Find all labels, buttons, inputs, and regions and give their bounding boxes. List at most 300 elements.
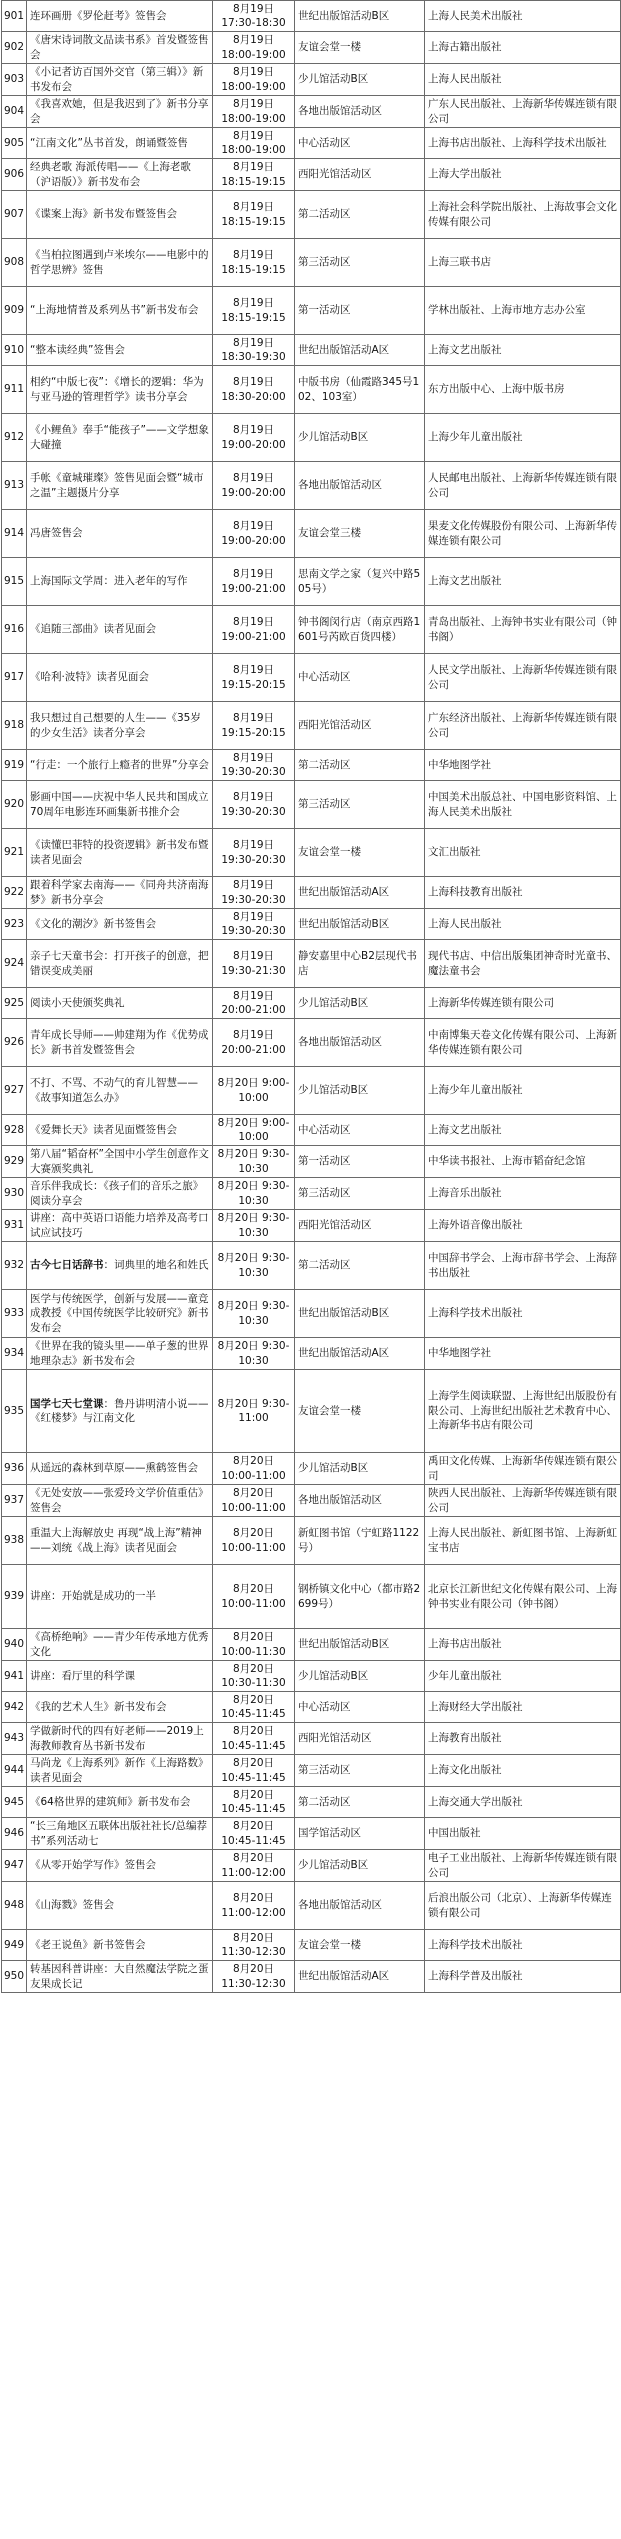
event-venue: 中心活动区 xyxy=(295,1692,425,1723)
event-time: 8月20日 9:30-11:00 xyxy=(213,1370,295,1453)
table-row xyxy=(2,606,621,654)
table-row xyxy=(2,1019,621,1067)
event-number: 916 xyxy=(2,606,27,654)
event-time: 8月20日 9:30-10:30 xyxy=(213,1290,295,1338)
table-row xyxy=(2,366,621,414)
event-publisher: 中国美术出版总社、中国电影资料馆、上海人民美术出版社 xyxy=(425,781,621,829)
event-number: 920 xyxy=(2,781,27,829)
event-number: 924 xyxy=(2,940,27,988)
table-row xyxy=(2,702,621,750)
event-number: 930 xyxy=(2,1178,27,1210)
event-venue: 西阳光馆活动区 xyxy=(295,1723,425,1755)
event-time: 8月20日 11:00-12:00 xyxy=(213,1882,295,1930)
event-title: 影画中国——庆祝中华人民共和国成立70周年电影连环画集新书推介会 xyxy=(27,781,213,829)
event-time: 8月19日 18:00-19:00 xyxy=(213,32,295,64)
event-number: 941 xyxy=(2,1661,27,1692)
event-venue: 第二活动区 xyxy=(295,1242,425,1290)
event-time: 8月20日 10:00-11:00 xyxy=(213,1517,295,1565)
event-time: 8月20日 10:45-11:45 xyxy=(213,1818,295,1850)
event-venue: 第一活动区 xyxy=(295,1146,425,1178)
event-time: 8月20日 9:00-10:00 xyxy=(213,1115,295,1146)
table-row xyxy=(2,128,621,159)
event-publisher: 后浪出版公司（北京）、上海新华传媒连锁有限公司 xyxy=(425,1882,621,1930)
table-row xyxy=(2,1723,621,1755)
table-row xyxy=(2,1485,621,1517)
event-venue: 思南文学之家（复兴中路505号） xyxy=(295,558,425,606)
event-publisher: 上海人民出版社 xyxy=(425,909,621,940)
event-time: 8月20日 10:00-11:00 xyxy=(213,1565,295,1629)
event-time: 8月19日 18:00-19:00 xyxy=(213,96,295,128)
event-venue: 少儿馆活动B区 xyxy=(295,64,425,96)
event-publisher: 中华地图学社 xyxy=(425,1338,621,1370)
event-title: 音乐伴我成长：《孩子们的音乐之旅》阅读分享会 xyxy=(27,1178,213,1210)
event-title: 亲子七天童书会：打开孩子的创意，把错误变成美丽 xyxy=(27,940,213,988)
event-venue: 各地出版馆活动区 xyxy=(295,462,425,510)
event-venue: 新虹图书馆（宁虹路1122号） xyxy=(295,1517,425,1565)
event-time: 8月19日 19:30-20:30 xyxy=(213,877,295,909)
event-venue: 国学馆活动区 xyxy=(295,1818,425,1850)
table-row xyxy=(2,1290,621,1338)
event-number: 922 xyxy=(2,877,27,909)
event-number: 946 xyxy=(2,1818,27,1850)
event-publisher: 中华地图学社 xyxy=(425,750,621,781)
event-title: 从遥远的森林到草原——熏鹤签售会 xyxy=(27,1453,213,1485)
event-number: 940 xyxy=(2,1629,27,1661)
table-row xyxy=(2,1661,621,1692)
event-publisher: 上海文化出版社 xyxy=(425,1755,621,1787)
event-title: 《追随三部曲》读者见面会 xyxy=(27,606,213,654)
event-number: 912 xyxy=(2,414,27,462)
table-row xyxy=(2,96,621,128)
table-row xyxy=(2,1115,621,1146)
table-row xyxy=(2,1565,621,1629)
event-venue: 西阳光馆活动区 xyxy=(295,159,425,191)
event-publisher: 中南博集天卷文化传媒有限公司、上海新华传媒连锁有限公司 xyxy=(425,1019,621,1067)
event-number: 948 xyxy=(2,1882,27,1930)
event-number: 914 xyxy=(2,510,27,558)
event-number: 950 xyxy=(2,1961,27,1993)
event-venue: 少儿馆活动B区 xyxy=(295,1850,425,1882)
event-venue: 第三活动区 xyxy=(295,239,425,287)
event-time: 8月19日 19:30-20:30 xyxy=(213,909,295,940)
event-title: 讲座：看厅里的科学课 xyxy=(27,1661,213,1692)
event-time: 8月19日 17:30-18:30 xyxy=(213,1,295,32)
event-venue: 友谊会堂一楼 xyxy=(295,1930,425,1961)
event-publisher: 现代书店、中信出版集团神奇时光童书、魔法童书会 xyxy=(425,940,621,988)
event-venue: 第三活动区 xyxy=(295,1178,425,1210)
table-row xyxy=(2,1,621,32)
event-title: 《当柏拉图遇到卢米埃尔——电影中的哲学思辨》签售 xyxy=(27,239,213,287)
event-time: 8月20日 9:30-10:30 xyxy=(213,1146,295,1178)
event-publisher: 人民文学出版社、上海新华传媒连锁有限公司 xyxy=(425,654,621,702)
event-time: 8月19日 18:15-19:15 xyxy=(213,159,295,191)
schedule-table-body xyxy=(2,1,621,1993)
event-publisher: 上海人民出版社 xyxy=(425,64,621,96)
event-time: 8月19日 19:15-20:15 xyxy=(213,702,295,750)
event-venue: 西阳光馆活动区 xyxy=(295,1210,425,1242)
event-publisher: 东方出版中心、上海中版书房 xyxy=(425,366,621,414)
event-title: 《小鲤鱼》奉手“能孩子”——文学想象大碰撞 xyxy=(27,414,213,462)
event-publisher: 上海社会科学院出版社、上海故事会文化传媒有限公司 xyxy=(425,191,621,239)
event-number: 947 xyxy=(2,1850,27,1882)
event-title: 《64格世界的建筑师》新书发布会 xyxy=(27,1787,213,1818)
event-time: 8月20日 9:00-10:00 xyxy=(213,1067,295,1115)
event-venue: 少儿馆活动B区 xyxy=(295,414,425,462)
event-title: 相约“中版七夜”：《增长的逻辑：华为与亚马逊的管理哲学》读书分享会 xyxy=(27,366,213,414)
table-row xyxy=(2,1629,621,1661)
table-row xyxy=(2,1370,621,1453)
event-venue: 钢桥镇文化中心（都市路2699号） xyxy=(295,1565,425,1629)
table-row xyxy=(2,877,621,909)
event-number: 907 xyxy=(2,191,27,239)
event-title: 《老王说鱼》新书签售会 xyxy=(27,1930,213,1961)
event-publisher: 上海大学出版社 xyxy=(425,159,621,191)
table-row xyxy=(2,64,621,96)
event-venue: 第二活动区 xyxy=(295,750,425,781)
event-publisher: 上海古籍出版社 xyxy=(425,32,621,64)
table-row xyxy=(2,1338,621,1370)
event-publisher: 人民邮电出版社、上海新华传媒连锁有限公司 xyxy=(425,462,621,510)
event-publisher: 学林出版社、上海市地方志办公室 xyxy=(425,287,621,335)
event-title: 讲座：开始就是成功的一半 xyxy=(27,1565,213,1629)
table-row xyxy=(2,1067,621,1115)
event-time: 8月20日 10:00-11:30 xyxy=(213,1629,295,1661)
event-publisher: 上海文艺出版社 xyxy=(425,1115,621,1146)
event-time: 8月20日 10:00-11:00 xyxy=(213,1485,295,1517)
event-time: 8月20日 9:30-10:30 xyxy=(213,1242,295,1290)
event-title: 《文化的潮汐》新书签售会 xyxy=(27,909,213,940)
event-number: 926 xyxy=(2,1019,27,1067)
event-time: 8月19日 18:30-20:00 xyxy=(213,366,295,414)
event-number: 910 xyxy=(2,335,27,366)
event-number: 931 xyxy=(2,1210,27,1242)
table-row xyxy=(2,1178,621,1210)
event-publisher: 广东经济出版社、上海新华传媒连锁有限公司 xyxy=(425,702,621,750)
event-publisher: 上海新华传媒连锁有限公司 xyxy=(425,988,621,1019)
event-venue: 各地出版馆活动区 xyxy=(295,1485,425,1517)
event-publisher: 上海科技教育出版社 xyxy=(425,877,621,909)
event-title: 不打、不骂、不动气的育儿智慧——《故事知道怎么办》 xyxy=(27,1067,213,1115)
event-title: 《哈利·波特》读者见面会 xyxy=(27,654,213,702)
table-row xyxy=(2,654,621,702)
event-title: 阅读小天使颁奖典礼 xyxy=(27,988,213,1019)
event-publisher: 广东人民出版社、上海新华传媒连锁有限公司 xyxy=(425,96,621,128)
event-time: 8月20日 10:45-11:45 xyxy=(213,1723,295,1755)
event-venue: 第三活动区 xyxy=(295,1755,425,1787)
event-number: 945 xyxy=(2,1787,27,1818)
event-number: 902 xyxy=(2,32,27,64)
event-title: 经典老歌 海派传唱——《上海老歌（沪语版）》新书发布会 xyxy=(27,159,213,191)
event-number: 904 xyxy=(2,96,27,128)
event-publisher: 上海学生阅读联盟、上海世纪出版股份有限公司、上海世纪出版社艺术教育中心、上海新华书店有限公司 xyxy=(425,1370,621,1453)
event-title: 重温大上海解放史 再现“战上海”精神——刘统《战上海》读者见面会 xyxy=(27,1517,213,1565)
event-number: 936 xyxy=(2,1453,27,1485)
event-number: 923 xyxy=(2,909,27,940)
event-venue: 世纪出版馆活动B区 xyxy=(295,1290,425,1338)
event-publisher: 中国辞书学会、上海市辞书学会、上海辞书出版社 xyxy=(425,1242,621,1290)
event-venue: 第二活动区 xyxy=(295,191,425,239)
event-title: 古今七日话辞书：词典里的地名和姓氏 xyxy=(27,1242,213,1290)
event-venue: 世纪出版馆活动A区 xyxy=(295,335,425,366)
event-publisher: 陕西人民出版社、上海新华传媒连锁有限公司 xyxy=(425,1485,621,1517)
event-title: 《读懂巴菲特的投资逻辑》新书发布暨读者见面会 xyxy=(27,829,213,877)
event-time: 8月19日 19:00-21:00 xyxy=(213,606,295,654)
event-venue: 少儿馆活动B区 xyxy=(295,1453,425,1485)
event-publisher: 上海科学普及出版社 xyxy=(425,1961,621,1993)
table-row xyxy=(2,1210,621,1242)
table-row xyxy=(2,1517,621,1565)
event-time: 8月19日 18:15-19:15 xyxy=(213,239,295,287)
event-venue: 钟书阁闵行店（南京西路1601号芮欧百货四楼） xyxy=(295,606,425,654)
event-publisher: 上海少年儿童出版社 xyxy=(425,414,621,462)
event-title: 《我喜欢她，但是我迟到了》新书分享会 xyxy=(27,96,213,128)
event-publisher: 中国出版社 xyxy=(425,1818,621,1850)
event-time: 8月19日 19:00-20:00 xyxy=(213,462,295,510)
event-time: 8月20日 11:30-12:30 xyxy=(213,1961,295,1993)
event-title: 国学七天七堂课：鲁丹讲明清小说——《红楼梦》与江南文化 xyxy=(27,1370,213,1453)
event-time: 8月19日 20:00-21:00 xyxy=(213,988,295,1019)
event-publisher: 电子工业出版社、上海新华传媒连锁有限公司 xyxy=(425,1850,621,1882)
event-title: 青年成长导师——帅建翔为作《优势成长》新书首发暨签售会 xyxy=(27,1019,213,1067)
table-row xyxy=(2,781,621,829)
event-title: 《唐宋诗词散文品读书系》首发暨签售会 xyxy=(27,32,213,64)
event-title: “长三角地区五联体出版社社长/总编荐书”系列活动七 xyxy=(27,1818,213,1850)
table-row xyxy=(2,988,621,1019)
event-venue: 友谊会堂一楼 xyxy=(295,1370,425,1453)
event-venue: 第一活动区 xyxy=(295,287,425,335)
event-venue: 西阳光馆活动区 xyxy=(295,702,425,750)
event-venue: 世纪出版馆活动A区 xyxy=(295,877,425,909)
event-venue: 第三活动区 xyxy=(295,781,425,829)
table-row xyxy=(2,750,621,781)
event-time: 8月19日 19:15-20:15 xyxy=(213,654,295,702)
event-time: 8月19日 19:30-20:30 xyxy=(213,781,295,829)
event-publisher: 上海人民美术出版社 xyxy=(425,1,621,32)
event-time: 8月20日 11:00-12:00 xyxy=(213,1850,295,1882)
event-title: 医学与传统医学，创新与发展——童竞成教授《中国传统医学比较研究》新书发布会 xyxy=(27,1290,213,1338)
table-row xyxy=(2,1146,621,1178)
event-time: 8月19日 19:00-20:00 xyxy=(213,414,295,462)
event-number: 901 xyxy=(2,1,27,32)
event-title: 《我的艺术人生》新书发布会 xyxy=(27,1692,213,1723)
table-row xyxy=(2,829,621,877)
event-publisher: 文汇出版社 xyxy=(425,829,621,877)
table-row xyxy=(2,1755,621,1787)
event-time: 8月19日 19:30-21:30 xyxy=(213,940,295,988)
event-title: 《从零开始学写作》签售会 xyxy=(27,1850,213,1882)
event-time: 8月19日 19:30-20:30 xyxy=(213,750,295,781)
table-row xyxy=(2,32,621,64)
event-title: 讲座：高中英语口语能力培养及高考口试应试技巧 xyxy=(27,1210,213,1242)
event-venue: 少儿馆活动B区 xyxy=(295,1661,425,1692)
event-number: 932 xyxy=(2,1242,27,1290)
table-row xyxy=(2,159,621,191)
event-time: 8月20日 10:45-11:45 xyxy=(213,1787,295,1818)
table-row xyxy=(2,414,621,462)
event-publisher: 少年儿童出版社 xyxy=(425,1661,621,1692)
event-venue: 中心活动区 xyxy=(295,128,425,159)
event-publisher: 上海财经大学出版社 xyxy=(425,1692,621,1723)
event-number: 908 xyxy=(2,239,27,287)
table-row xyxy=(2,940,621,988)
event-venue: 各地出版馆活动区 xyxy=(295,1882,425,1930)
event-publisher: 上海教育出版社 xyxy=(425,1723,621,1755)
table-row xyxy=(2,1961,621,1993)
table-row xyxy=(2,510,621,558)
event-title: 我只想过自己想要的人生——《35岁的少女生活》读者分享会 xyxy=(27,702,213,750)
event-number: 903 xyxy=(2,64,27,96)
event-publisher: 上海科学技术出版社 xyxy=(425,1290,621,1338)
event-title: 第八届“韬奋杯”全国中小学生创意作文大赛颁奖典礼 xyxy=(27,1146,213,1178)
event-venue: 世纪出版馆活动A区 xyxy=(295,1961,425,1993)
event-number: 921 xyxy=(2,829,27,877)
table-row xyxy=(2,1882,621,1930)
event-publisher: 上海交通大学出版社 xyxy=(425,1787,621,1818)
table-row xyxy=(2,1930,621,1961)
event-publisher: 上海书店出版社 xyxy=(425,1629,621,1661)
table-row xyxy=(2,191,621,239)
event-number: 937 xyxy=(2,1485,27,1517)
event-time: 8月20日 9:30-10:30 xyxy=(213,1338,295,1370)
event-title: 手帐《童城璀璨》签售见面会暨“城市之温”主题摄片分享 xyxy=(27,462,213,510)
event-time: 8月20日 10:30-11:30 xyxy=(213,1661,295,1692)
event-title: 冯唐签售会 xyxy=(27,510,213,558)
table-row xyxy=(2,287,621,335)
event-number: 938 xyxy=(2,1517,27,1565)
event-number: 929 xyxy=(2,1146,27,1178)
event-venue: 中版书房（仙霞路345号102、103室） xyxy=(295,366,425,414)
table-row xyxy=(2,462,621,510)
event-publisher: 青岛出版社、上海钟书实业有限公司（钟书阁） xyxy=(425,606,621,654)
event-number: 918 xyxy=(2,702,27,750)
event-venue: 第二活动区 xyxy=(295,1787,425,1818)
event-venue: 世纪出版馆活动B区 xyxy=(295,909,425,940)
event-title: 《小记者访百国外交官（第三辑）》新书发布会 xyxy=(27,64,213,96)
event-title: 学做新时代的四有好老师——2019上海教师教育丛书新书发布 xyxy=(27,1723,213,1755)
event-number: 919 xyxy=(2,750,27,781)
event-time: 8月19日 18:00-19:00 xyxy=(213,64,295,96)
event-venue: 世纪出版馆活动A区 xyxy=(295,1338,425,1370)
event-time: 8月19日 20:00-21:00 xyxy=(213,1019,295,1067)
event-number: 933 xyxy=(2,1290,27,1338)
table-row xyxy=(2,1787,621,1818)
event-publisher: 上海三联书店 xyxy=(425,239,621,287)
event-venue: 少儿馆活动B区 xyxy=(295,1067,425,1115)
table-row xyxy=(2,335,621,366)
event-time: 8月20日 10:45-11:45 xyxy=(213,1692,295,1723)
event-number: 906 xyxy=(2,159,27,191)
event-publisher: 上海文艺出版社 xyxy=(425,335,621,366)
event-title: 上海国际文学周：进入老年的写作 xyxy=(27,558,213,606)
event-number: 909 xyxy=(2,287,27,335)
event-time: 8月20日 10:45-11:45 xyxy=(213,1755,295,1787)
event-title: 马尚龙《上海系列》新作《上海路数》读者见面会 xyxy=(27,1755,213,1787)
event-schedule-table xyxy=(1,0,621,1993)
event-title: “整本读经典”签售会 xyxy=(27,335,213,366)
event-number: 927 xyxy=(2,1067,27,1115)
event-publisher: 禹田文化传媒、上海新华传媒连锁有限公司 xyxy=(425,1453,621,1485)
event-venue: 友谊会堂一楼 xyxy=(295,32,425,64)
event-number: 917 xyxy=(2,654,27,702)
event-title: 《山海戮》签售会 xyxy=(27,1882,213,1930)
event-time: 8月19日 18:00-19:00 xyxy=(213,128,295,159)
table-row xyxy=(2,1242,621,1290)
table-row xyxy=(2,909,621,940)
event-venue: 友谊会堂三楼 xyxy=(295,510,425,558)
event-number: 944 xyxy=(2,1755,27,1787)
event-time: 8月20日 10:00-11:00 xyxy=(213,1453,295,1485)
event-time: 8月20日 9:30-10:30 xyxy=(213,1210,295,1242)
table-row xyxy=(2,1692,621,1723)
table-row xyxy=(2,558,621,606)
event-title: “上海地情普及系列丛书”新书发布会 xyxy=(27,287,213,335)
event-venue: 世纪出版馆活动B区 xyxy=(295,1,425,32)
table-row xyxy=(2,239,621,287)
event-time: 8月19日 19:00-20:00 xyxy=(213,510,295,558)
event-number: 928 xyxy=(2,1115,27,1146)
event-title: 转基因科普讲座：大自然魔法学院之蛋友果成长记 xyxy=(27,1961,213,1993)
table-row xyxy=(2,1818,621,1850)
event-title: 《无处安放——张爱玲文学价值重估》签售会 xyxy=(27,1485,213,1517)
event-venue: 中心活动区 xyxy=(295,654,425,702)
event-number: 942 xyxy=(2,1692,27,1723)
event-number: 935 xyxy=(2,1370,27,1453)
event-publisher: 果麦文化传媒股份有限公司、上海新华传媒连锁有限公司 xyxy=(425,510,621,558)
event-venue: 友谊会堂一楼 xyxy=(295,829,425,877)
event-time: 8月19日 18:15-19:15 xyxy=(213,191,295,239)
event-publisher: 北京长江新世纪文化传媒有限公司、上海钟书实业有限公司（钟书阁） xyxy=(425,1565,621,1629)
event-time: 8月20日 9:30-10:30 xyxy=(213,1178,295,1210)
event-publisher: 上海科学技术出版社 xyxy=(425,1930,621,1961)
event-publisher: 上海文艺出版社 xyxy=(425,558,621,606)
event-publisher: 上海书店出版社、上海科学技术出版社 xyxy=(425,128,621,159)
event-time: 8月20日 11:30-12:30 xyxy=(213,1930,295,1961)
event-venue: 少儿馆活动B区 xyxy=(295,988,425,1019)
event-title: 《世界在我的镜头里——单子葱的世界地理杂志》新书发布会 xyxy=(27,1338,213,1370)
event-publisher: 上海少年儿童出版社 xyxy=(425,1067,621,1115)
event-publisher: 上海音乐出版社 xyxy=(425,1178,621,1210)
event-title: 跟着科学家去南海——《同舟共济南海梦》新书分享会 xyxy=(27,877,213,909)
event-time: 8月19日 18:30-19:30 xyxy=(213,335,295,366)
event-title: 《爱舞长天》读者见面暨签售会 xyxy=(27,1115,213,1146)
table-row xyxy=(2,1453,621,1485)
event-title: 连环画册《罗伦赶考》签售会 xyxy=(27,1,213,32)
event-title: “行走：一个旅行上瘾者的世界”分享会 xyxy=(27,750,213,781)
event-time: 8月19日 19:00-21:00 xyxy=(213,558,295,606)
event-venue: 静安嘉里中心B2层现代书店 xyxy=(295,940,425,988)
event-number: 943 xyxy=(2,1723,27,1755)
event-number: 949 xyxy=(2,1930,27,1961)
event-venue: 中心活动区 xyxy=(295,1115,425,1146)
event-venue: 各地出版馆活动区 xyxy=(295,1019,425,1067)
table-row xyxy=(2,1850,621,1882)
event-number: 934 xyxy=(2,1338,27,1370)
event-publisher: 中华读书报社、上海市韬奋纪念馆 xyxy=(425,1146,621,1178)
event-number: 905 xyxy=(2,128,27,159)
event-time: 8月19日 19:30-20:30 xyxy=(213,829,295,877)
event-number: 911 xyxy=(2,366,27,414)
event-publisher: 上海人民出版社、新虹图书馆、上海新虹宝书店 xyxy=(425,1517,621,1565)
event-publisher: 上海外语音像出版社 xyxy=(425,1210,621,1242)
event-number: 939 xyxy=(2,1565,27,1629)
event-number: 925 xyxy=(2,988,27,1019)
event-title: 《谍案上海》新书发布暨签售会 xyxy=(27,191,213,239)
event-number: 913 xyxy=(2,462,27,510)
event-title: “江南文化”丛书首发，朗诵暨签售 xyxy=(27,128,213,159)
event-venue: 各地出版馆活动区 xyxy=(295,96,425,128)
event-venue: 世纪出版馆活动B区 xyxy=(295,1629,425,1661)
event-number: 915 xyxy=(2,558,27,606)
